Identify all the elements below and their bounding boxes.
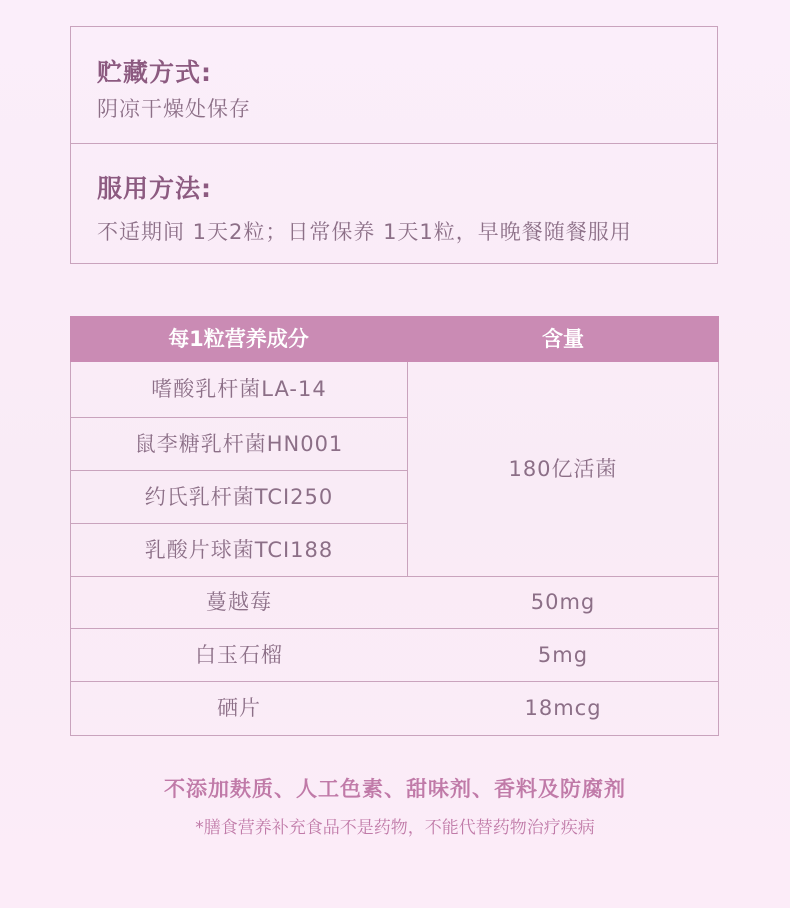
ingredient-name: 硒片 bbox=[217, 696, 261, 720]
ingredient-name: 蔓越莓 bbox=[206, 590, 272, 614]
strains-content-cell: 180亿活菌 bbox=[508, 457, 618, 481]
ingredient-amount: 50mg bbox=[530, 590, 596, 614]
row-divider bbox=[71, 735, 718, 736]
strain-cell: 鼠李糖乳杆菌HN001 bbox=[134, 432, 344, 456]
storage-heading: 贮藏方式: bbox=[97, 58, 212, 87]
usage-section bbox=[71, 143, 717, 264]
usage-heading: 服用方法: bbox=[97, 174, 212, 203]
table-body bbox=[70, 362, 719, 736]
ingredient-amount: 5mg bbox=[537, 643, 589, 667]
ingredient-amount: 18mcg bbox=[524, 696, 602, 720]
storage-section bbox=[71, 27, 717, 143]
table-header bbox=[70, 316, 719, 362]
storage-text: 阴凉干燥处保存 bbox=[97, 97, 251, 121]
strain-cell: 约氏乳杆菌TCI250 bbox=[144, 485, 334, 509]
product-info-box bbox=[70, 26, 718, 264]
ingredient-name: 白玉石榴 bbox=[195, 643, 283, 667]
header-content: 含量 bbox=[542, 327, 584, 351]
header-ingredient: 每1粒营养成分 bbox=[168, 327, 309, 351]
disclaimer-note: *膳食营养补充食品不是药物，不能代替药物治疗疾病 bbox=[195, 818, 595, 838]
strain-cell: 嗜酸乳杆菌LA-14 bbox=[151, 377, 327, 401]
nutrition-table bbox=[70, 316, 719, 736]
strain-cell: 乳酸片球菌TCI188 bbox=[144, 538, 334, 562]
no-additives-claim: 不添加麸质、人工色素、甜味剂、香料及防腐剂 bbox=[164, 777, 626, 801]
usage-text: 不适期间 1天2粒；日常保养 1天1粒，早晚餐随餐服用 bbox=[97, 220, 632, 244]
